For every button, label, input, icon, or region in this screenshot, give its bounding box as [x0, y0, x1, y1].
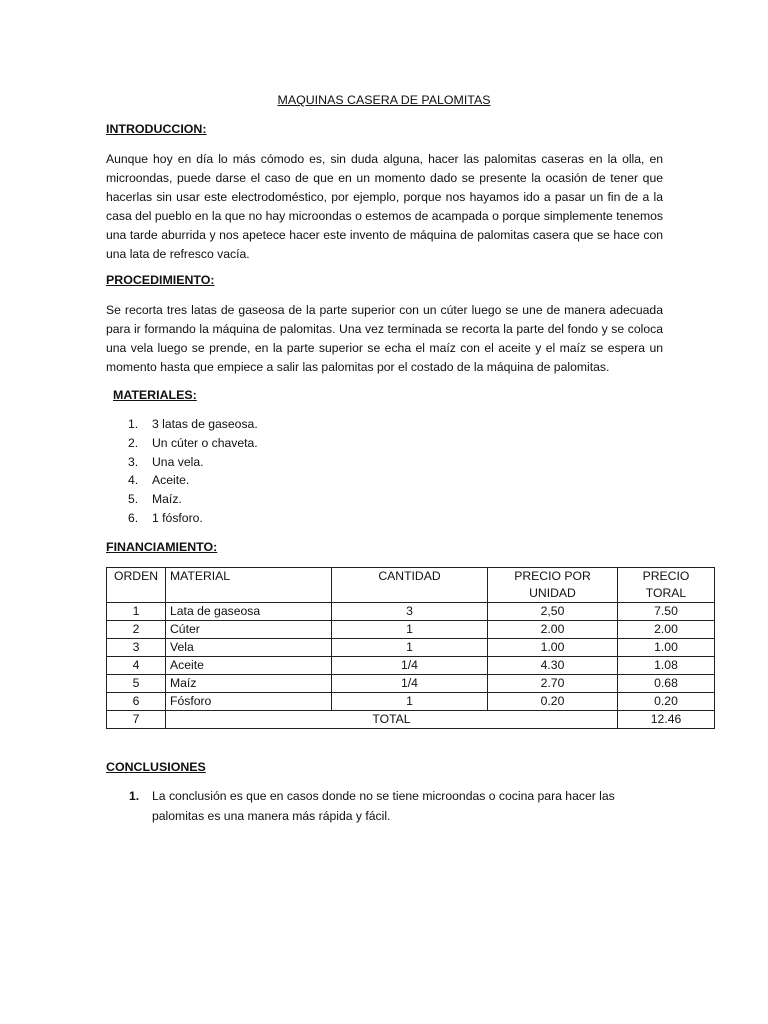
cell-precio-unidad: 2.00 — [488, 621, 618, 639]
table-row — [107, 639, 715, 657]
cell-cantidad: 1/4 — [332, 675, 488, 693]
cell-precio-total: 0.68 — [618, 675, 715, 693]
cell-orden: 2 — [107, 621, 166, 639]
cell-orden: 6 — [107, 693, 166, 711]
cell-orden: 3 — [107, 639, 166, 657]
table-row — [107, 603, 715, 621]
materials-heading: MATERIALES: — [113, 388, 197, 402]
table-total-row — [107, 711, 715, 729]
cell-material: Aceite — [166, 657, 332, 675]
cell-orden: 7 — [107, 711, 166, 729]
intro-paragraph: Aunque hoy en día lo más cómodo es, sin duda alguna, hacer las palomitas caseras en la olla, en microondas, puede darse el caso de que en un momento dado se presente la ocasión de tener que hacerlas sin usar este electrodoméstico, por ejemplo, porque nos hayamos ido a pasar un fin de a la casa del pueblo en la que no hay microondas o estemos de acampada o porque simplemente tenemos una tarde aburrida y nos apetece hacer este invento de máquina de palomitas casera que se hace con una lata de refresco vacía. — [106, 152, 663, 261]
list-item: 3. Una vela. — [128, 454, 204, 469]
cell-precio-unidad: 1.00 — [488, 639, 618, 657]
cell-precio-total: 0.20 — [618, 693, 715, 711]
cell-precio-unidad: 0.20 — [488, 693, 618, 711]
column-header-material: MATERIAL — [166, 568, 332, 603]
table-row — [107, 657, 715, 675]
total-value: 12.46 — [618, 711, 715, 729]
cell-orden: 1 — [107, 603, 166, 621]
cell-precio-total: 1.00 — [618, 639, 715, 657]
cell-material: Fósforo — [166, 693, 332, 711]
column-header-precio-total: PRECIO TORAL — [618, 568, 715, 603]
cell-precio-unidad: 2.70 — [488, 675, 618, 693]
cell-material: Lata de gaseosa — [166, 603, 332, 621]
cell-material: Vela — [166, 639, 332, 657]
table-row — [107, 621, 715, 639]
list-item: 1. 3 latas de gaseosa. — [128, 417, 258, 431]
list-item: 2. Un cúter o chaveta. — [128, 435, 258, 450]
cell-orden: 5 — [107, 675, 166, 693]
list-item: 1. La conclusión es que en casos donde no se tiene microondas o cocina para hacer las palomitas es una manera más rápida y fácil. — [129, 789, 615, 823]
financing-table — [106, 567, 715, 729]
total-label: TOTAL — [166, 711, 618, 729]
cell-precio-total: 1.08 — [618, 657, 715, 675]
table-header-row — [107, 568, 715, 603]
column-header-orden: ORDEN — [107, 568, 166, 603]
cell-precio-unidad: 2,50 — [488, 603, 618, 621]
financing-heading: FINANCIAMIENTO: — [106, 540, 218, 554]
conclusions-heading: CONCLUSIONES — [106, 760, 206, 774]
cell-material: Maíz — [166, 675, 332, 693]
cell-cantidad: 1 — [332, 639, 488, 657]
procedure-paragraph: Se recorta tres latas de gaseosa de la parte superior con un cúter luego se une de manera adecuada para ir formando la máquina de palomitas. Una vez terminada se recorta la parte del fondo y se coloca una vela luego se prende, en la parte superior se echa el maíz con el aceite y el maíz se espera un momento hasta que empiece a salir las palomitas por el costado de la máquina de palomitas. — [106, 303, 663, 374]
cell-precio-total: 2.00 — [618, 621, 715, 639]
column-header-cantidad: CANTIDAD — [332, 568, 488, 603]
cell-precio-total: 7.50 — [618, 603, 715, 621]
list-item: 6. 1 fósforo. — [128, 510, 203, 525]
materials-list — [128, 415, 258, 528]
document-title: MAQUINAS CASERA DE PALOMITAS — [277, 93, 491, 107]
cell-orden: 4 — [107, 657, 166, 675]
cell-material: Cúter — [166, 621, 332, 639]
cell-cantidad: 1 — [332, 621, 488, 639]
column-header-precio-unidad: PRECIO POR UNIDAD — [488, 568, 618, 603]
cell-cantidad: 1 — [332, 693, 488, 711]
intro-heading: INTRODUCCION: — [106, 122, 207, 136]
table-row — [107, 693, 715, 711]
table-row — [107, 675, 715, 693]
list-item: 5. Maíz. — [128, 492, 182, 507]
procedure-heading: PROCEDIMIENTO: — [106, 273, 215, 287]
list-item: 4. Aceite. — [128, 473, 190, 488]
cell-cantidad: 3 — [332, 603, 488, 621]
cell-precio-unidad: 4.30 — [488, 657, 618, 675]
cell-cantidad: 1/4 — [332, 657, 488, 675]
conclusions-list — [129, 786, 629, 826]
